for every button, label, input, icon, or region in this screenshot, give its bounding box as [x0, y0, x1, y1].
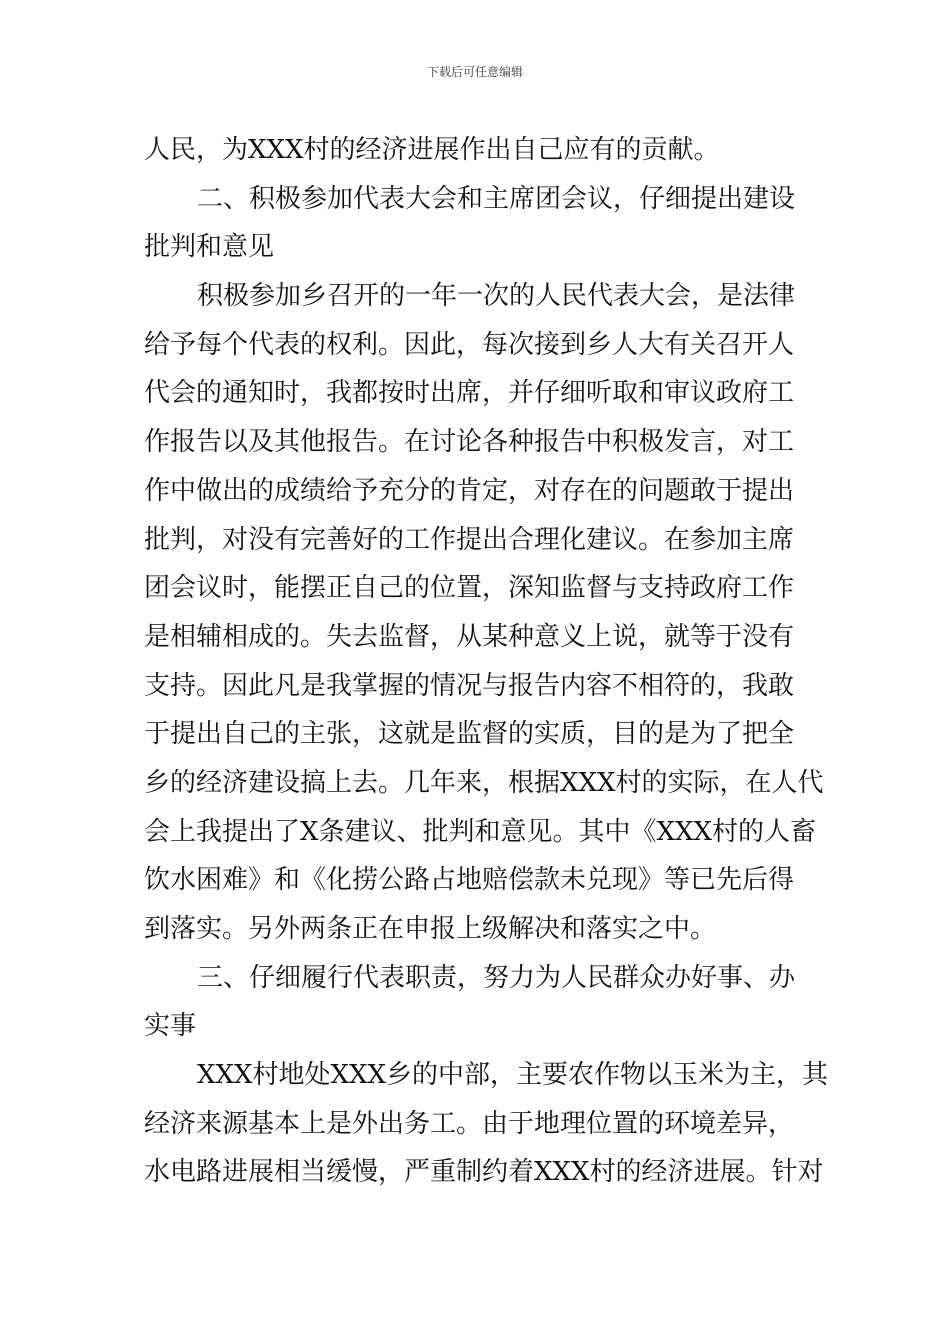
- text-line: 给予每个代表的权利。因此，每次接到乡人大有关召开人: [144, 329, 795, 360]
- text-line: 团会议时，能摆正自己的位置，深知监督与支持政府工作: [144, 573, 795, 604]
- text-line: 会上我提出了X条建议、批判和意见。其中《XXX村的人畜: [144, 816, 817, 847]
- section-heading-2: 二、积极参加代表大会和主席团会议，仔细提出建设: [197, 183, 796, 214]
- text-line: 到落实。另外两条正在申报上级解决和落实之中。: [144, 914, 717, 944]
- document-body: [144, 126, 829, 1197]
- text-line: 作中做出的成绩给予充分的肯定，对存在的问题敢于提出: [144, 475, 795, 506]
- paragraph-start: XXX村地处XXX乡的中部，主要农作物以玉米为主，其: [197, 1060, 829, 1091]
- text-line: 经济来源基本上是外出务工。由于地理位置的环境差异，: [144, 1108, 795, 1139]
- section-heading-3: 三、仔细履行代表职责，努力为人民群众办好事、办: [197, 962, 796, 993]
- text-line: 是相辅相成的。失去监督，从某种意义上说，就等于没有: [144, 621, 795, 652]
- section-heading-3-cont: 实事: [144, 1011, 197, 1042]
- text-line: 代会的通知时，我都按时出席，并仔细听取和审议政府工: [144, 378, 795, 409]
- text-line: 支持。因此凡是我掌握的情况与报告内容不相符的，我敢: [144, 670, 795, 701]
- text-line: 饮水困难》和《化捞公路占地赔偿款未兑现》等已先后得: [144, 865, 795, 896]
- text-line: 作报告以及其他报告。在讨论各种报告中积极发言，对工: [144, 427, 795, 458]
- paragraph-start: 积极参加乡召开的一年一次的人民代表大会，是法律: [197, 281, 796, 312]
- text-line: 乡的经济建设搞上去。几年来，根据XXX村的实际，在人代: [144, 767, 824, 798]
- text-line: 批判，对没有完善好的工作提出合理化建议。在参加主席: [144, 524, 795, 555]
- text-line: 于提出自己的主张，这就是监督的实质，目的是为了把全: [144, 719, 795, 750]
- page-header-note: 下载后可任意编辑: [426, 65, 523, 79]
- text-line: 人民，为XXX村的经济进展作出自己应有的贡献。: [144, 135, 720, 165]
- section-heading-2-cont: 批判和意见: [144, 232, 275, 263]
- text-line: 水电路进展相当缓慢，严重制约着XXX村的经济进展。针对: [144, 1157, 824, 1188]
